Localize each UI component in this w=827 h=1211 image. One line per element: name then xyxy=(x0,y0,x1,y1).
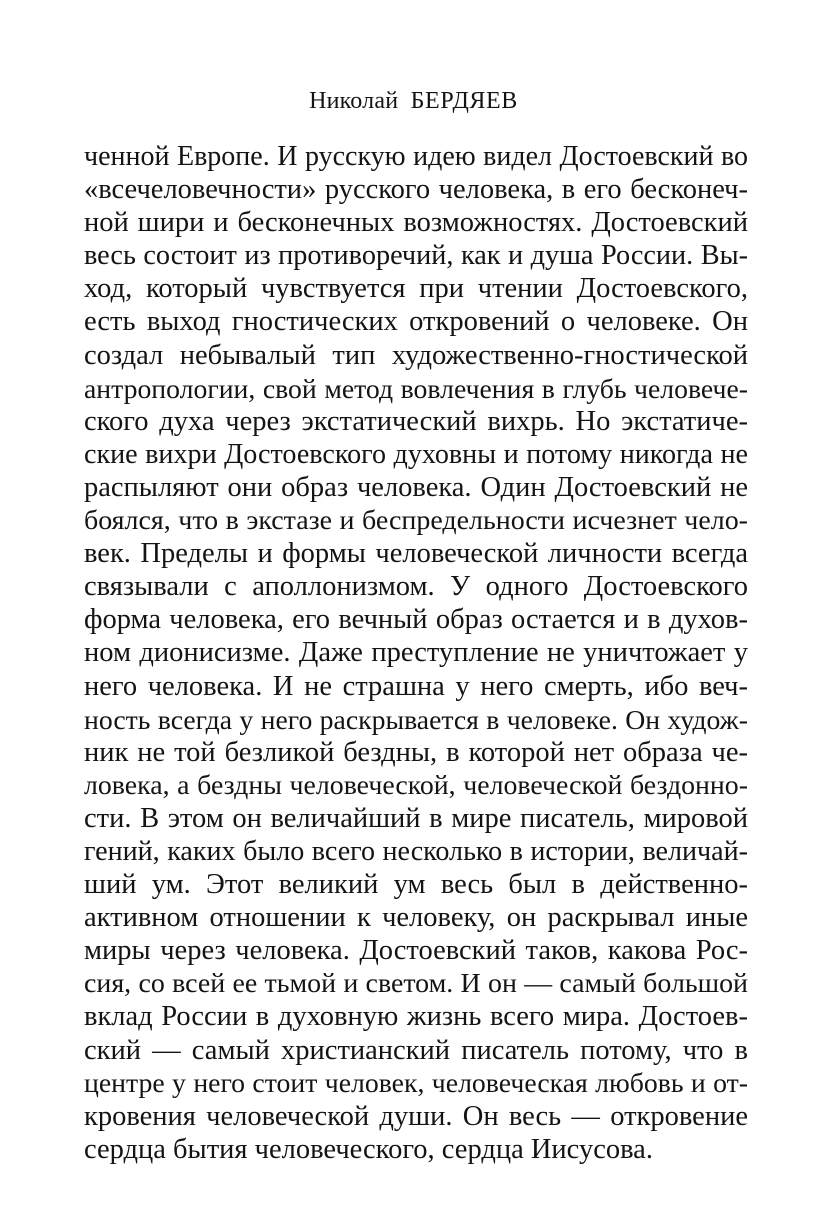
text-line: ной шири и бесконечных возможностях. Достоевский xyxy=(84,207,748,239)
text-line: весь состоит из противоречий, как и душа России. Вы- xyxy=(84,240,748,272)
author-surname: БЕРДЯЕВ xyxy=(410,88,518,114)
running-head xyxy=(0,86,827,116)
text-line: форма человека, его вечный образ остается и в духов- xyxy=(84,604,748,636)
text-line: ном дионисизме. Даже преступление не уничтожает у xyxy=(84,637,748,669)
text-line: ник не той безликой бездны, в которой нет образа че- xyxy=(84,736,748,768)
text-line-last: сердца бытия человеческого, сердца Иисусова. xyxy=(84,1133,653,1165)
text-line: кровения человеческой души. Он весь — откровение xyxy=(84,1100,748,1132)
text-line: гений, каких было всего несколько в истории, величай- xyxy=(84,835,748,867)
text-line: ность всегда у него раскрывается в человеке. Он худож- xyxy=(84,703,748,735)
text-line: создал небывалый тип художественно-гностической xyxy=(84,339,748,371)
body-text xyxy=(84,140,748,1166)
text-line: вклад России в духовную жизнь всего мира. Достоев- xyxy=(84,1001,748,1033)
text-line: активном отношении к человеку, он раскрывал иные xyxy=(84,902,748,934)
author-first-name: Николай xyxy=(309,88,399,114)
text-line: боялся, что в экстазе и беспредельности исчезнет чело- xyxy=(84,505,748,537)
text-line: есть выход гностических откровений о человеке. Он xyxy=(84,306,748,338)
text-line: антропологии, свой метод вовлечения в глубь человече- xyxy=(84,372,748,404)
text-line: ход, который чувствуется при чтении Достоевского, xyxy=(84,273,748,305)
text-line: ченной Европе. И русскую идею видел Достоевский во xyxy=(84,141,748,172)
text-line: него человека. И не страшна у него смерть, ибо веч- xyxy=(84,670,748,702)
text-line: распыляют они образ человека. Один Достоевский не xyxy=(84,471,748,503)
text-line: «всечеловечности» русского человека, в его бесконеч- xyxy=(84,174,748,206)
text-line: ловека, а бездны человеческой, человеческой бездонно- xyxy=(84,769,748,801)
text-line: сия, со всей ее тьмой и светом. И он — самый большой xyxy=(84,968,748,1000)
text-line: ские вихри Достоевского духовны и потому никогда не xyxy=(84,438,748,470)
text-line: сти. В этом он величайший в мире писатель, мировой xyxy=(84,802,748,834)
text-line: связывали с аполлонизмом. У одного Достоевского xyxy=(84,571,748,603)
text-line: ского духа через экстатический вихрь. Но экстатиче- xyxy=(84,405,748,437)
text-line: ший ум. Этот великий ум весь был в действенно- xyxy=(84,869,748,901)
text-line: ский — самый христианский писатель потому, что в xyxy=(84,1034,748,1066)
text-line: век. Пределы и формы человеческой личности всегда xyxy=(84,538,748,570)
text-line: миры через человека. Достоевский таков, какова Рос- xyxy=(84,935,748,967)
text-line: центре у него стоит человек, человеческая любовь и от- xyxy=(84,1067,748,1099)
